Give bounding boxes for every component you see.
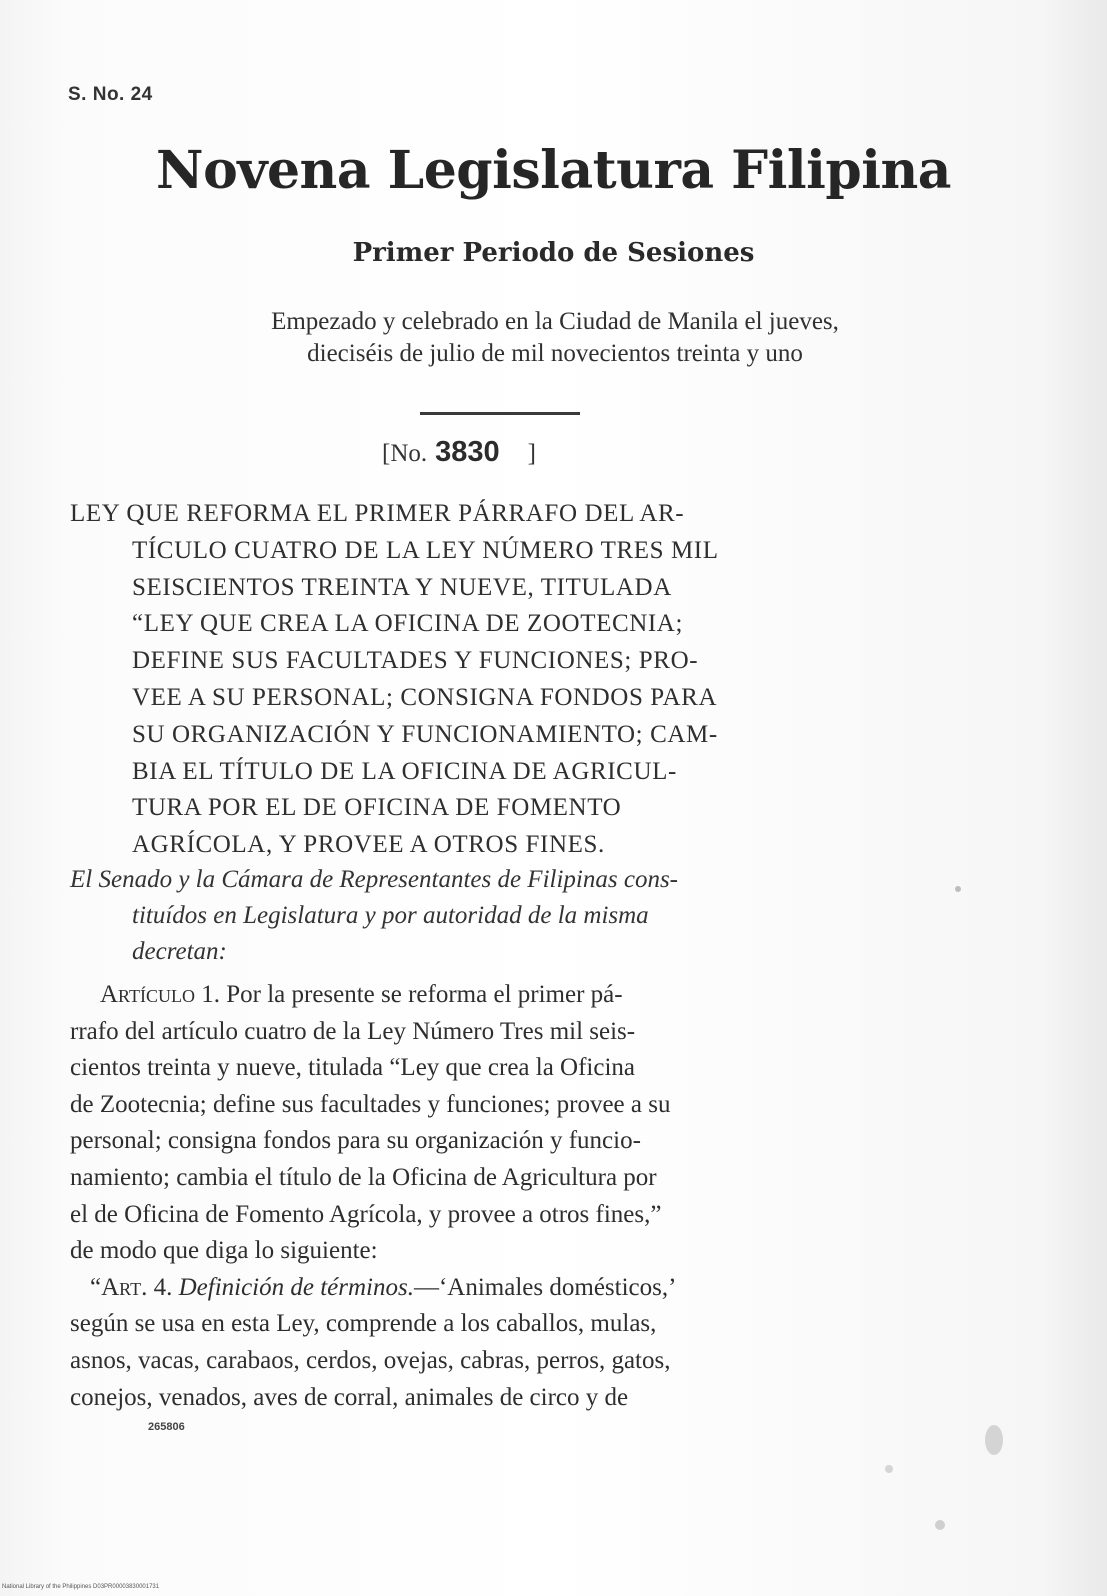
- article-1-line: rrafo del artículo cuatro de la Ley Número Tres mil seis-: [70, 1017, 636, 1045]
- article-1-label: Artículo: [100, 981, 195, 1008]
- article-4-line: asnos, vacas, carabaos, cerdos, ovejas, cabras, perros, gatos,: [70, 1346, 671, 1374]
- article-4-line: según se usa en esta Ley, comprende a los caballos, mulas,: [70, 1310, 657, 1338]
- heading-line: DEFINE SUS FACULTADES Y FUNCIONES; PRO-: [132, 647, 699, 675]
- paper-speck: [885, 1465, 893, 1473]
- article-1-line: namiento; cambia el título de la Oficina de Agricultura por: [70, 1163, 657, 1191]
- act-number-value: 3830: [435, 436, 500, 468]
- article-4-quote: “: [90, 1273, 102, 1301]
- enacting-line: El Senado y la Cámara de Representantes de Filipinas cons-: [70, 866, 678, 893]
- print-signature: 265806: [148, 1421, 185, 1433]
- divider-rule: [420, 412, 580, 415]
- enacting-clause: [70, 862, 930, 970]
- heading-line: “LEY QUE CREA LA OFICINA DE ZOOTECNIA;: [132, 610, 683, 638]
- article-4-number: 4.: [147, 1273, 179, 1301]
- article-1-first-line: [70, 977, 930, 1014]
- heading-line: AGRÍCOLA, Y PROVEE A OTROS FINES.: [132, 831, 605, 859]
- heading-line: SU ORGANIZACIÓN Y FUNCIONAMIENTO; CAM-: [132, 720, 718, 748]
- article-4-heading: Definición de términos.: [178, 1273, 414, 1301]
- intro-line: Empezado y celebrado en la Ciudad de Manila el jueves,: [271, 308, 839, 335]
- article-1-line: de Zootecnia; define sus facultades y funciones; provee a su: [70, 1090, 671, 1118]
- article-4-text: —‘Animales domésticos,’: [413, 1273, 677, 1301]
- heading-line: SEISCIENTOS TREINTA Y NUEVE, TITULADA: [132, 573, 672, 601]
- act-heading: [70, 496, 930, 864]
- document-title: Novena Legislatura Filipina: [156, 140, 951, 201]
- session-subtitle: Primer Periodo de Sesiones: [352, 238, 755, 268]
- act-number: [382, 436, 536, 469]
- article-1-line: el de Oficina de Fomento Agrícola, y provee a otros fines,”: [70, 1200, 662, 1228]
- heading-line: LEY QUE REFORMA EL PRIMER PÁRRAFO DEL AR-: [70, 500, 685, 527]
- article-1-line: personal; consigna fondos para su organización y funcio-: [70, 1127, 641, 1155]
- heading-line: TÍCULO CUATRO DE LA LEY NÚMERO TRES MIL: [132, 536, 719, 564]
- act-number-suffix: ]: [527, 440, 536, 467]
- act-number-prefix: [No.: [382, 440, 428, 467]
- article-body: [70, 977, 930, 1416]
- paper-speck: [935, 1520, 945, 1530]
- session-intro: [100, 306, 1010, 370]
- article-1-text: 1. Por la presente se reforma el primer pá-: [194, 981, 623, 1008]
- enacting-line: decretan:: [132, 938, 227, 965]
- footer-caption: National Library of the Philippines D03PR00003830001731: [2, 1584, 160, 1590]
- paper-speck: [985, 1425, 1003, 1455]
- heading-line: BIA EL TÍTULO DE LA OFICINA DE AGRICUL-: [132, 757, 677, 785]
- article-1-line: de modo que diga lo siguiente:: [70, 1237, 378, 1265]
- article-4-first-line: [70, 1270, 930, 1307]
- bill-number: S. No. 24: [68, 84, 153, 105]
- paper-speck: [955, 886, 961, 892]
- article-4-line: conejos, venados, aves de corral, animales de circo y de: [70, 1383, 629, 1411]
- heading-line: VEE A SU PERSONAL; CONSIGNA FONDOS PARA: [132, 683, 718, 711]
- heading-line: TURA POR EL DE OFICINA DE FOMENTO: [132, 794, 622, 822]
- enacting-line: tituídos en Legislatura y por autoridad de la misma: [132, 902, 649, 929]
- article-4-label: Art.: [101, 1273, 148, 1301]
- article-1-line: cientos treinta y nueve, titulada “Ley que crea la Oficina: [70, 1054, 636, 1082]
- intro-line: dieciséis de julio de mil novecientos treinta y uno: [307, 340, 803, 367]
